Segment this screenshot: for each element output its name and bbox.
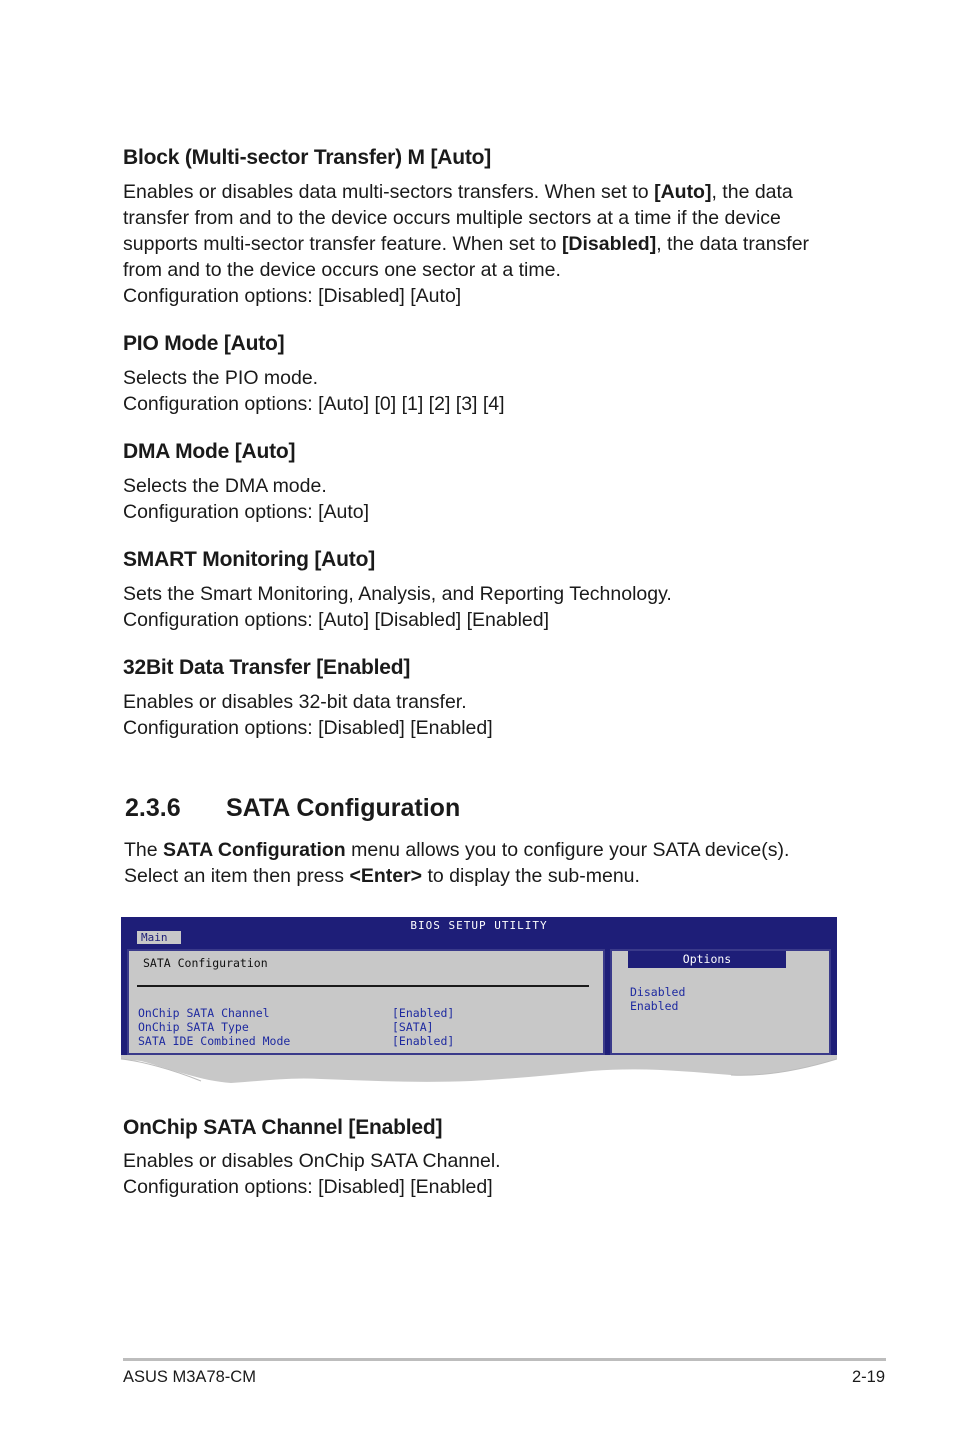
- smart-monitoring-description: [123, 581, 672, 633]
- pio-mode-description: [123, 365, 505, 417]
- text-line: Configuration options: [Disabled] [Auto]: [123, 285, 462, 307]
- footer-page-number: 2-19: [852, 1368, 886, 1386]
- footer-product: ASUS M3A78-CM: [123, 1368, 256, 1386]
- text-line: Configuration options: [Auto] [0] [1] [2] [3] [4]: [123, 393, 505, 415]
- onchip-sata-channel-description: [123, 1148, 501, 1200]
- text-line: Enables or disables OnChip SATA Channel.: [123, 1150, 501, 1172]
- bios-item-sata-ide-combined-mode[interactable]: SATA IDE Combined Mode: [138, 1034, 291, 1048]
- section-number: 2.3.6: [125, 794, 181, 822]
- text-line: Configuration options: [Disabled] [Enabled]: [123, 717, 493, 739]
- bios-option-disabled[interactable]: Disabled: [630, 985, 686, 999]
- bios-item-value[interactable]: [Enabled]: [392, 1006, 455, 1020]
- 32bit-transfer-description: [123, 689, 493, 741]
- bios-options-header: [628, 951, 786, 968]
- torn-edge: [121, 1055, 837, 1087]
- text-line: Configuration options: [Auto] [Disabled] [Enabled]: [123, 609, 550, 631]
- bios-item-onchip-sata-type[interactable]: OnChip SATA Type: [138, 1020, 249, 1034]
- heading-onchip-sata-channel: OnChip SATA Channel [Enabled]: [123, 1116, 443, 1139]
- text-line: Sets the Smart Monitoring, Analysis, and Reporting Technology.: [123, 583, 672, 605]
- bios-divider: [137, 985, 589, 987]
- bios-options-label: Options: [682, 952, 732, 966]
- heading-pio-mode: PIO Mode [Auto]: [123, 332, 285, 355]
- bios-tab-main[interactable]: Main: [137, 931, 181, 944]
- block-mode-description: [123, 179, 809, 309]
- bios-menu-heading: SATA Configuration: [143, 956, 268, 970]
- bios-title-bar: [121, 917, 837, 944]
- bios-menu-panel: [127, 949, 605, 1055]
- text-line: Selects the DMA mode.: [123, 475, 327, 497]
- bios-title: BIOS SETUP UTILITY: [410, 919, 548, 932]
- sata-intro: [124, 837, 789, 889]
- text-line: transfer from and to the device occurs multiple sectors at a time if the device: [123, 207, 781, 229]
- heading-dma-mode: DMA Mode [Auto]: [123, 440, 296, 463]
- section-title: SATA Configuration: [226, 794, 461, 822]
- heading-smart-monitoring: SMART Monitoring [Auto]: [123, 548, 375, 571]
- text-line: Configuration options: [Auto]: [123, 501, 370, 523]
- text-line: from and to the device occurs one sector at a time.: [123, 259, 561, 281]
- bios-item-value[interactable]: [Enabled]: [392, 1034, 455, 1048]
- bios-item-onchip-sata-channel[interactable]: OnChip SATA Channel: [138, 1006, 270, 1020]
- bios-options-panel: [610, 949, 831, 1055]
- text-line: supports multi-sector transfer feature. When set to [Disabled], the data transfer: [123, 233, 810, 255]
- heading-32bit-transfer: 32Bit Data Transfer [Enabled]: [123, 656, 411, 679]
- bios-body: [121, 944, 837, 1057]
- bios-item-value[interactable]: [SATA]: [392, 1020, 434, 1034]
- text-line: Enables or disables 32-bit data transfer.: [123, 691, 467, 713]
- heading-block-mode: Block (Multi-sector Transfer) M [Auto]: [123, 146, 492, 169]
- bios-screenshot: [121, 917, 837, 1087]
- text-line: Configuration options: [Disabled] [Enabled]: [123, 1176, 493, 1198]
- text-line: The SATA Configuration menu allows you to configure your SATA device(s).: [124, 839, 790, 861]
- footer-rule: [123, 1358, 886, 1361]
- text-line: Select an item then press <Enter> to display the sub-menu.: [124, 865, 640, 887]
- bios-option-enabled[interactable]: Enabled: [630, 999, 679, 1013]
- text-line: Selects the PIO mode.: [123, 367, 319, 389]
- dma-mode-description: [123, 473, 369, 525]
- text-line: Enables or disables data multi-sectors transfers. When set to [Auto], the data: [123, 181, 793, 203]
